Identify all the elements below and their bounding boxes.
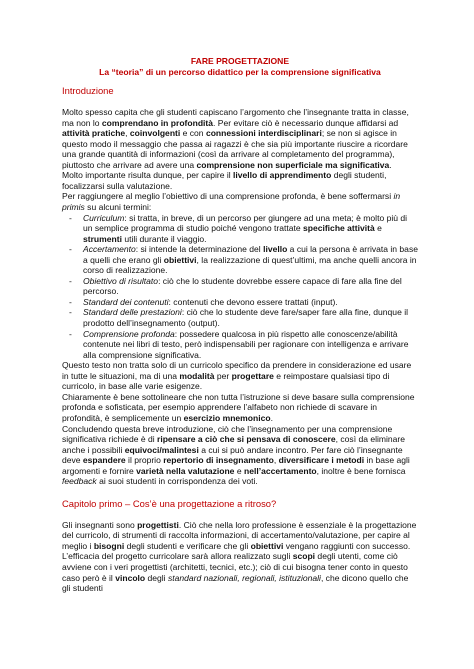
paragraph: L’efficacia del progetto curricolare sarà allora realizzato sugli scopi degli utenti, come ciò avviene con i veri progettisti (architetti, tecnici, etc.); ciò di cui bisogna tener conto in questo caso però è il vincolo degli standard nazionali, regionali, istituzionali, che dicono quello che gli studenti (62, 551, 409, 594)
paragraph: Questo testo non tratta solo di un curricolo specifico da prendere in considerazione ed usare in tutte le situazioni, ma di una modalità per progettare e reimpostare qualsiasi tipo di curricolo, in base alle varie esigenze. (62, 360, 412, 392)
list-item: - Curriculum: si tratta, in breve, di un percorso per giungere ad una meta; è molto più di un semplice programma di studio poiché vengono trattate specifiche attività e strumenti utili durante il viaggio. (62, 213, 418, 245)
list-item: - Accertamento: si intende la determinazione del livello a cui la persona è arrivata in base a quelli che erano gli obiettivi, la realizzazione di quest’ultimi, ma anche quelli ancora in corso di realizzazione. (62, 244, 418, 276)
paragraph: Concludendo questa breve introduzione, ciò che l’insegnamento per una comprensione significativa richiede è di ripensare a ciò che si pensava di conoscere, così da eliminare anche i possibili equivoci/malintesi a cui si può andare incontro. Per fare ciò l’insegnante deve espandere il proprio repertorio di insegnamento, diversificare i metodi in base agli argomenti e fornire varietà nella valutazione e nell’accertamento, inoltre è bene fornisca feedback ai suoi studenti in corrispondenza dei voti. (62, 423, 410, 487)
list-item: - Obiettivo di risultato: ciò che lo studente dovrebbe essere capace di fare alla fine del percorso. (62, 276, 418, 297)
section-heading-introduzione: Introduzione (62, 85, 114, 97)
document-body (62, 85, 418, 594)
paragraph: Chiaramente è bene sottolineare che non tutta l’istruzione si deve basare sulla comprensione profonda e sofisticata, per esempio apprendere l’alfabeto non richiede di scavare in profondità, è semplicemente un esercizio mnemonico. (62, 391, 415, 423)
section-heading-capitolo-primo: Capitolo primo – Cos’è una progettazione a ritroso? (62, 497, 277, 509)
paragraph: Molto importante risulta dunque, per capire il livello di apprendimento degli studenti, focalizzarsi sulla valutazione. (62, 170, 387, 191)
paragraph: Molto spesso capita che gli studenti capiscano l’argomento che l’insegnante tratta in classe, ma non lo comprendano in profondità. Per evitare ciò è necessario dunque affidarsi ad attività pratiche, coinvolgenti e con connessioni interdisciplinari; se non si agisce in questo modo il messaggio che passa ai ragazzi è che sia più importante riuscire a ricordare una grande quantità di informazioni (così da arrivare al completamento del programma), piuttosto che arrivare ad avere una comprensione non superficiale ma significativa. (62, 107, 409, 170)
list-item: - Standard dei contenuti: contenuti che devono essere trattati (input). (62, 297, 418, 308)
list-item: - Comprensione profonda: possedere qualcosa in più rispetto alle conoscenze/abilità contenute nei libri di testo, però indispensabili per ragionare con intelligenza e arrivare alla comprensione significativa. (62, 329, 418, 361)
paragraph: Gli insegnanti sono progettisti. Ciò che nella loro professione è essenziale è la progettazione del curricolo, di strumenti di raccolta informazioni, di accertamento/valutazione, per capire al meglio i bisogni degli studenti e verificare che gli obiettivi vengano raggiunti con successo. (62, 519, 417, 551)
term-list (62, 213, 418, 361)
paragraph: Per raggiungere al meglio l’obiettivo di una comprensione profonda, è bene soffermarsi in primis su alcuni termini: (62, 191, 401, 213)
list-item: - Standard delle prestazioni: ciò che lo studente deve fare/saper fare alla fine, dunque il prodotto dell’insegnamento (output). (62, 307, 418, 328)
document-title: FARE PROGETTAZIONE (190, 56, 290, 66)
document-subtitle: La “teoria” di un percorso didattico per la comprensione significativa (99, 66, 381, 77)
